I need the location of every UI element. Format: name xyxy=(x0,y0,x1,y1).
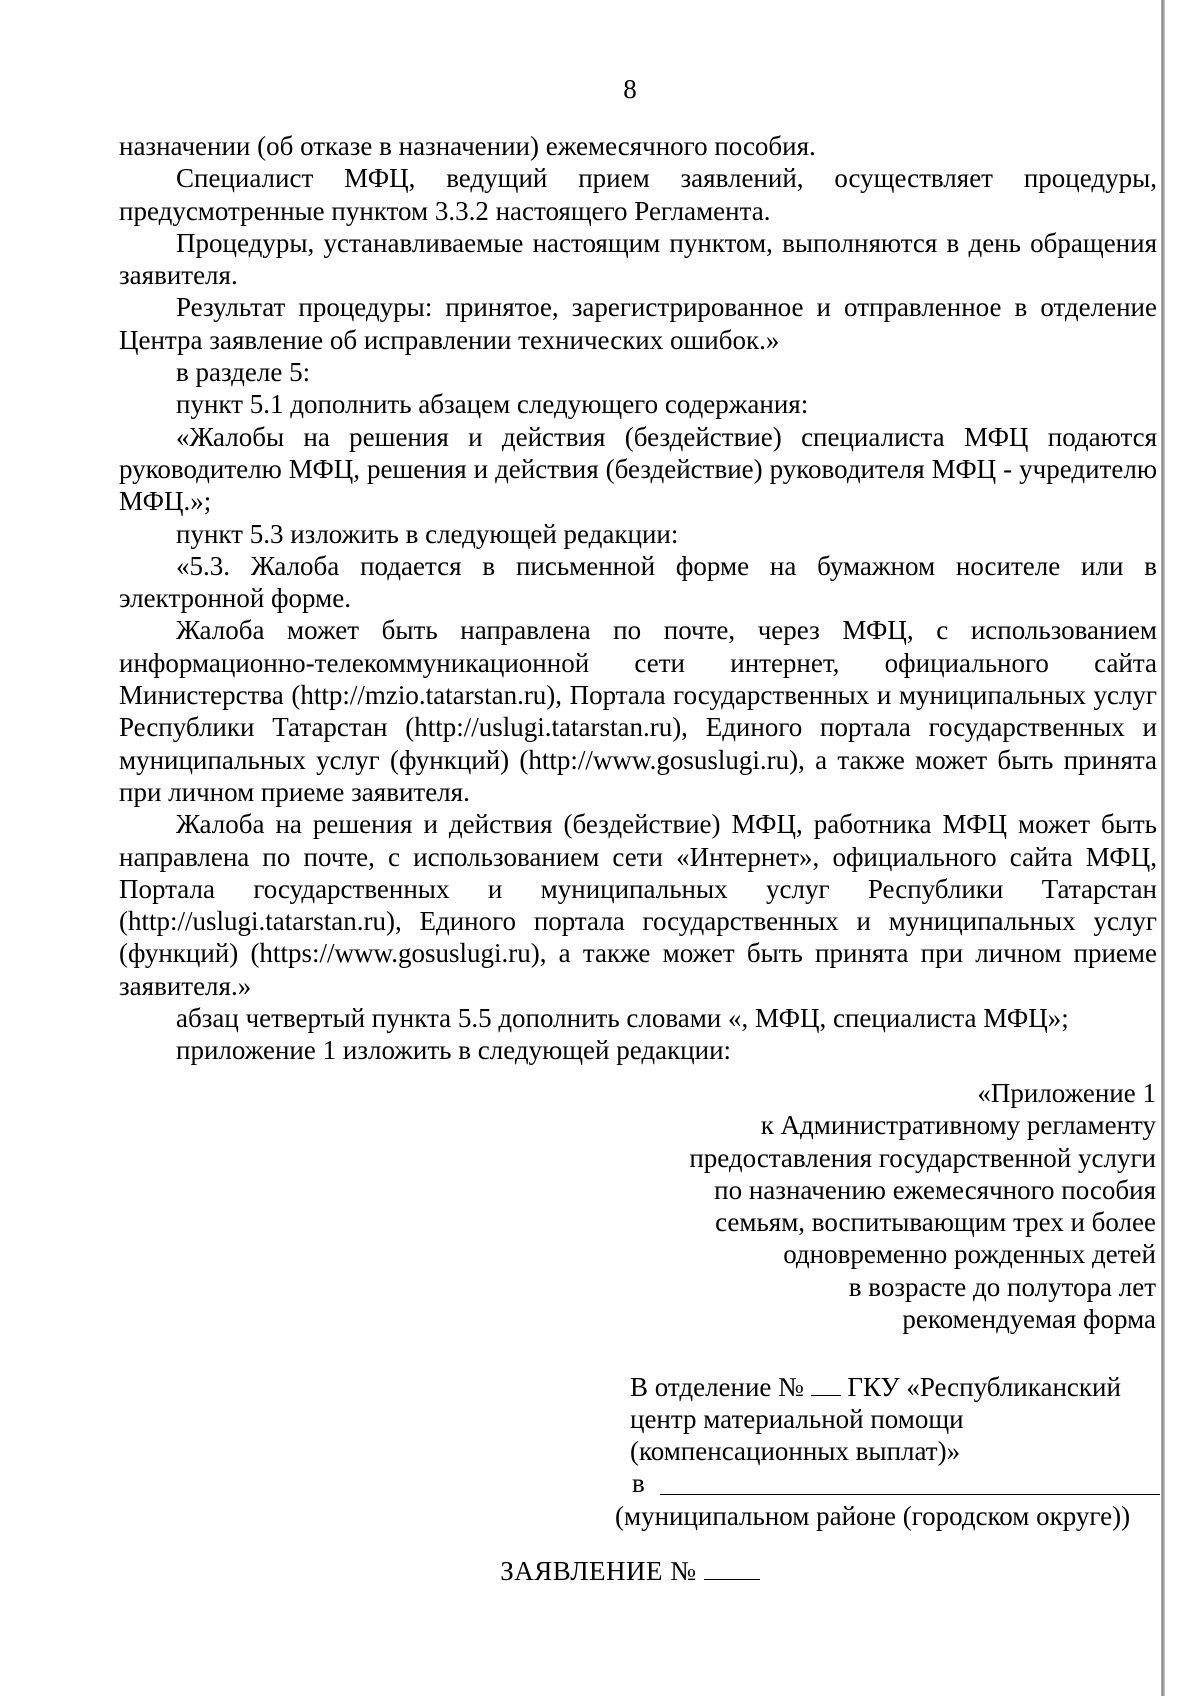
annex-line: в возрасте до полутора лет xyxy=(848,1271,1156,1302)
municipality-prefix: в xyxy=(632,1468,645,1498)
paragraph: «Жалобы на решения и действия (бездействие) специалиста МФЦ подаются руководителю МФЦ, решения и действия (бездействие) руководителя МФЦ - учредителю МФЦ.»; xyxy=(119,421,1157,517)
annex-line: одновременно рожденных детей xyxy=(783,1239,1156,1270)
paragraph: Жалоба может быть направлена по почте, через МФЦ, с использованием информационно-телекоммуникационной сети интернет, официального сайта Министерства (http://mzio.tatarstan.ru), Портала государственных и муниципальных услуг Республики Татарстан (http://uslugi.tatarstan.ru), Единого портала государственных и муниципальных услуг (функций) (http://www.gosuslugi.ru), а также может быть принята при личном приеме заявителя. xyxy=(119,615,1157,807)
addressee-prefix: В отделение № xyxy=(630,1372,804,1402)
paragraph: Жалоба на решения и действия (бездействие) МФЦ, работника МФЦ может быть направлена по почте, с использованием сети «Интернет», официального сайта МФЦ, Портала государственных и муниципальных услуг Республики Татарстан (http://uslugi.tatarstan.ru), Единого портала государственных и муниципальных услуг (функций) (https://www.gosuslugi.ru), а также может быть принята при личном приеме заявителя.» xyxy=(119,809,1157,1001)
municipality-blank[interactable] xyxy=(660,1494,1160,1495)
paragraph: Результат процедуры: принятое, зарегистрированное и отправленное в отделение Центра заявление об исправлении технических ошибок.» xyxy=(119,292,1157,355)
municipality-row xyxy=(630,1467,1160,1499)
annex-line: «Приложение 1 xyxy=(977,1078,1156,1108)
paragraph: абзац четвертый пункта 5.5 дополнить словами «, МФЦ, специалиста МФЦ»; xyxy=(176,1003,1069,1034)
annex-line: рекомендуемая форма xyxy=(902,1304,1156,1335)
department-number-blank[interactable] xyxy=(811,1375,841,1396)
annex-line: к Административному регламенту xyxy=(760,1110,1156,1141)
annex-line: семьям, воспитывающим трех и более xyxy=(715,1207,1156,1238)
page-edge-line xyxy=(1161,0,1165,1696)
paragraph: Специалист МФЦ, ведущий прием заявлений, осуществляет процедуры, предусмотренные пунктом 3.3.2 настоящего Регламента. xyxy=(119,163,1157,226)
paragraph: в разделе 5: xyxy=(176,357,311,388)
annex-line: по назначению ежемесячного пособия xyxy=(714,1174,1156,1205)
addressee-suffix: ГКУ «Республиканский xyxy=(847,1372,1121,1402)
addressee-line-1 xyxy=(630,1371,1160,1403)
body-text xyxy=(119,130,1157,1067)
addressee-block xyxy=(615,1371,1160,1531)
annex-heading xyxy=(689,1077,1156,1335)
form-title xyxy=(0,1556,1200,1587)
paragraph: приложение 1 изложить в следующей редакции: xyxy=(176,1035,732,1066)
municipality-hint: (муниципальном районе (городском округе)) xyxy=(615,1501,1131,1531)
paragraph: назначении (об отказе в назначении) ежемесячного пособия. xyxy=(119,131,816,161)
addressee-line-2: центр материальной помощи xyxy=(630,1404,964,1434)
addressee-line-3: (компенсационных выплат)» xyxy=(630,1436,961,1466)
paragraph: Процедуры, устанавливаемые настоящим пунктом, выполняются в день обращения заявителя. xyxy=(119,227,1157,291)
form-title-text: ЗАЯВЛЕНИЕ № xyxy=(500,1556,697,1586)
application-number-blank[interactable] xyxy=(704,1559,760,1580)
paragraph: пункт 5.1 дополнить абзацем следующего содержания: xyxy=(176,389,809,420)
page-number: 8 xyxy=(623,74,637,104)
paragraph: «5.3. Жалоба подается в письменной форме на бумажном носителе или в электронной форме. xyxy=(119,550,1157,614)
annex-line: предоставления государственной услуги xyxy=(689,1142,1156,1173)
paragraph: пункт 5.3 изложить в следующей редакции: xyxy=(176,518,679,549)
